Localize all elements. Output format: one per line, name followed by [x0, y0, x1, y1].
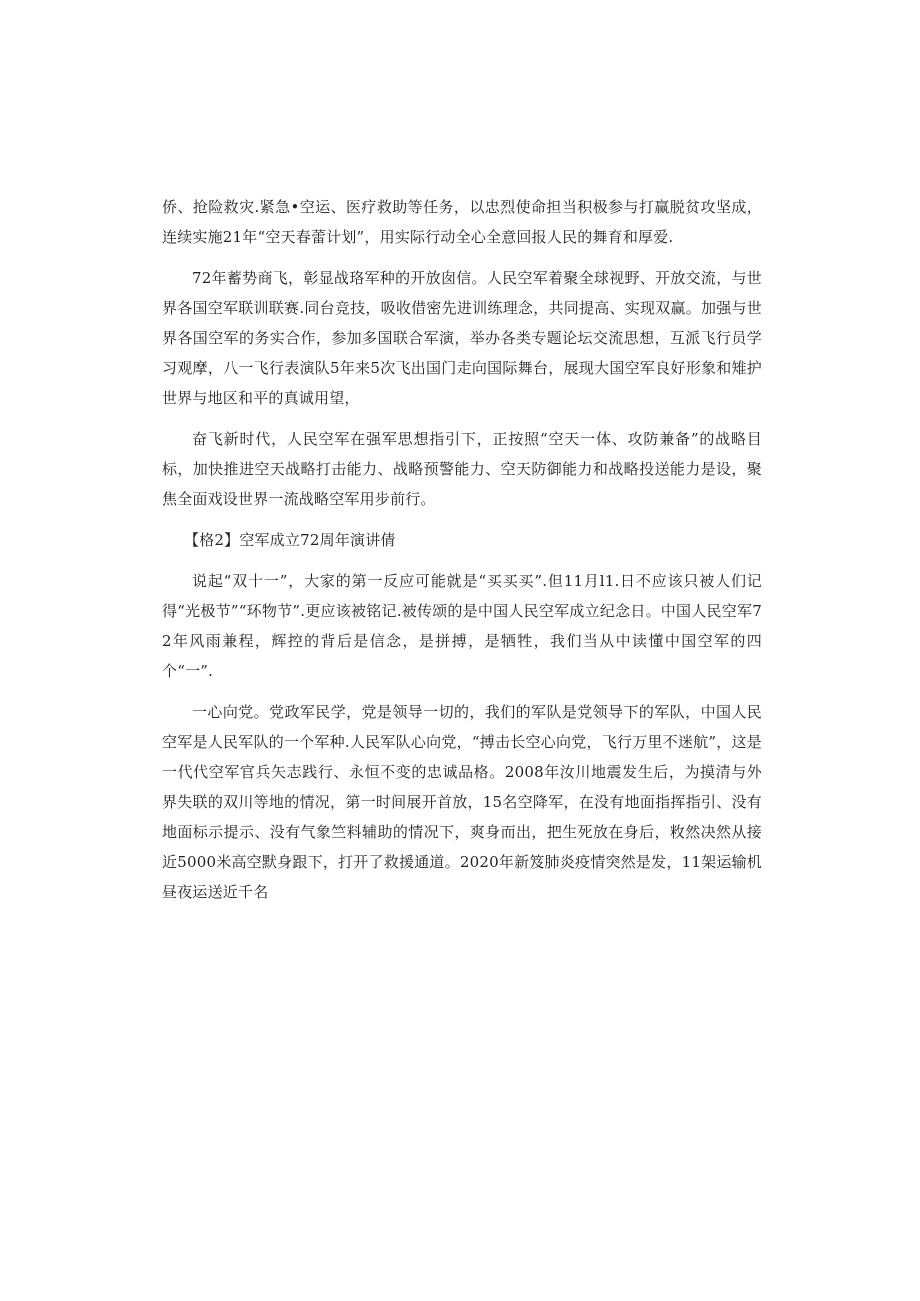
- paragraph-loyalty: 一心向党。党政军民学，党是领导一切的，我们的军队是党领导下的军队，中国人民空军是人民军队的一个军种.人民军队心向党，“搏击长空心向党，飞行万里不迷航”，这是一代代空军官兵矢志践行、永恒不变的忠诚品格。2008年汝川地震发生后，为摸清与外界失联的双川等地的情况，第一时间展开首放，15名空降军，在没有地面指挥指引、没有地面标示提示、没有气象竺料辅助的情况下，爽身而出，把生死放在身后，敉然决然从接近5000米高空默身跟下，打开了救援通道。2020年新笈肺炎疫情突然是发，11架运输机昼夜运送近千名: [162, 703, 762, 901]
- section-heading: 【格2】空军成立72周年演讲倩: [184, 531, 396, 549]
- paragraph-double-eleven: 说起“双十一”，大家的第一反应可能就是“买买买”.但11月l1.日不应该只被人们记得“光极节”“环物节”.更应该被铭记.被传颂的是中国人民空军成立纪念日。中国人民空军72年风雨兼程，辉控的背后是信念，是拼搏，是牺牲，我们当从中读懂中国空军的四个“一”.: [162, 572, 762, 680]
- paragraph-opening: 72年蓄势商飞，彰显战珞军种的开放囱信。人民空军着聚全球视野、开放交流，与世界各国空军联训联赛.同台竞技，吸收借密先进训练理念，共同提高、实现双赢。加强与世界各国空军的务实合作，参加多国联合军演，举办各类专题论坛交流思想，互派飞行员学习观摩，八一飞行表演队5年来5次飞出国门走向国际舞台，展现大国空军良好形象和雉护世界与地区和平的真诚用望，: [162, 269, 762, 407]
- document-body: [162, 192, 762, 918]
- paragraph-new-era: 奋飞新时代，人民空军在强军思想指引下，正按照“空天一体、攻防兼备”的战略目标，加快推进空天战略打击能力、战略预警能力、空天防御能力和战略投送能力是设，聚焦全面戏设世界一流战略空军用步前行。: [162, 430, 762, 508]
- paragraph-continuation: 侨、抢险救灾.紧急•空运、医疗救助等任务，以忠烈使命担当积极参与打赢脱贫攻坚成，连续实施21年“空天春蕾计划”，用实际行动全心全意回报人民的舞育和厚爱.: [162, 198, 762, 246]
